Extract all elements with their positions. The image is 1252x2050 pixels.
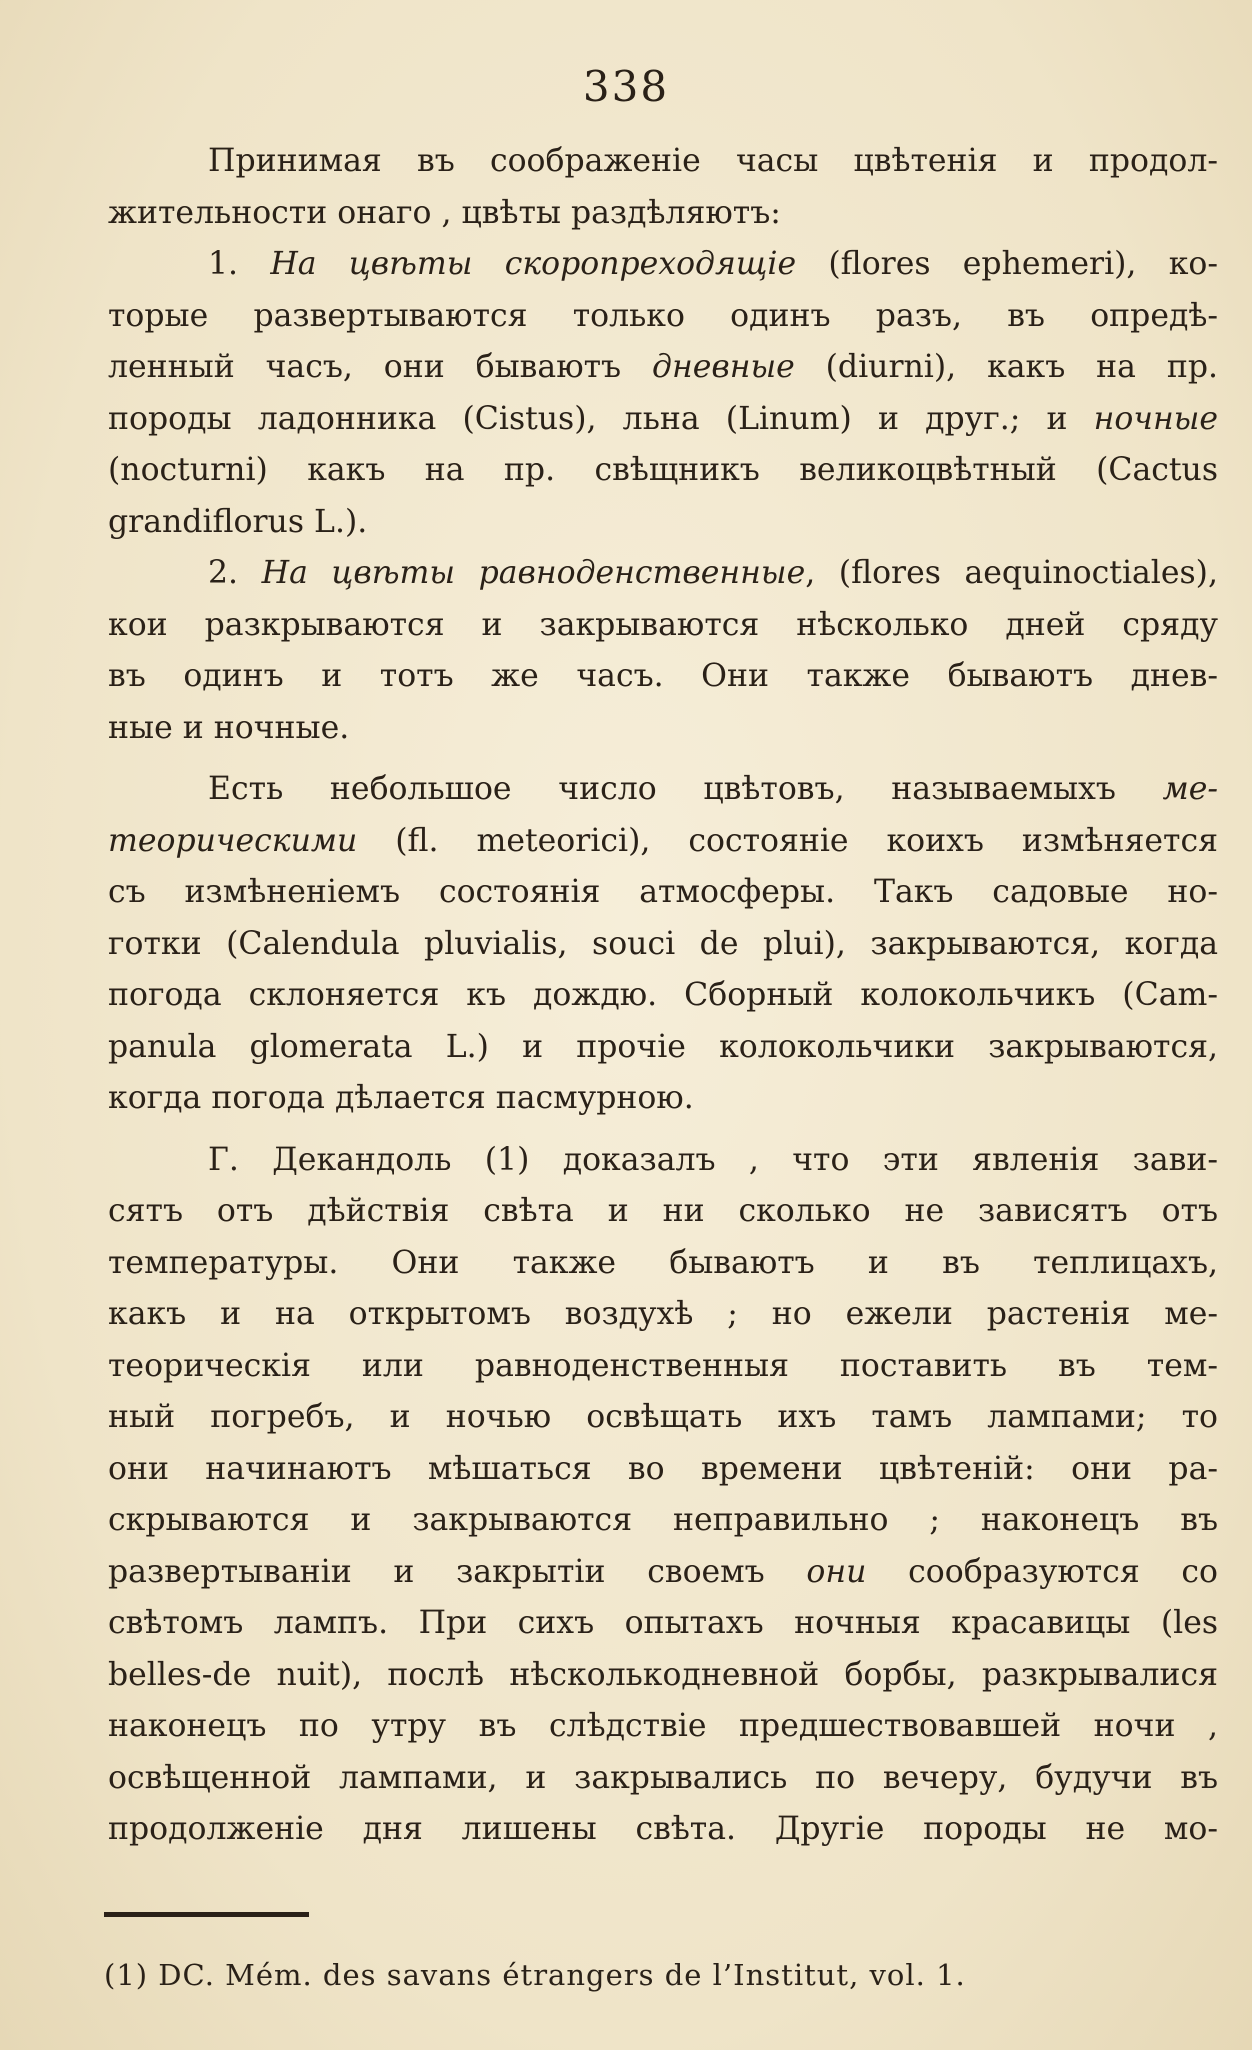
text-line xyxy=(108,1753,1218,1805)
text-run: наконецъ по утру въ слѣдствіе предшествовавшей ночи , xyxy=(108,1708,1218,1744)
text-line xyxy=(108,291,1218,343)
text-line xyxy=(108,970,1218,1022)
text-run: Принимая въ соображеніе часы цвѣтенія и продол- xyxy=(208,143,1218,179)
text-run: скрываются и закрываются неправильно ; наконецъ въ xyxy=(108,1502,1218,1538)
text-run: , (flores aequinoctiales), xyxy=(805,555,1218,591)
text-line xyxy=(108,1444,1218,1496)
text-run: освѣщенной лампами, и закрывались по вечеру, будучи въ xyxy=(108,1759,1218,1796)
text-run: торые развертываются только одинъ разъ, въ опредѣ- xyxy=(108,297,1218,334)
text-line xyxy=(108,1186,1218,1238)
text-run: готки (Calendula pluvialis, souci de plui), закрываются, когда xyxy=(108,925,1218,962)
text-run: ные и ночные. xyxy=(108,709,350,746)
italic-text: дневные xyxy=(652,349,795,385)
text-line xyxy=(108,1650,1218,1702)
body-text xyxy=(108,136,1218,1856)
text-run: теорическія или равноденственныя поставить въ тем- xyxy=(108,1347,1218,1384)
text-line xyxy=(108,867,1218,919)
text-line xyxy=(108,1495,1218,1547)
text-line xyxy=(108,1341,1218,1393)
text-line xyxy=(108,497,1218,549)
text-line xyxy=(108,188,1218,240)
text-run: свѣтомъ лампъ. При сихъ опытахъ ночныя красавицы (les xyxy=(108,1605,1218,1641)
text-run: сятъ отъ дѣйствія свѣта и ни сколько не зависятъ отъ xyxy=(108,1193,1218,1229)
paragraph-gap xyxy=(108,1125,1218,1135)
text-run: ленный часъ, они бываютъ xyxy=(108,349,652,385)
text-run: погода склоняется къ дождю. Сборный колокольчикъ (Cam- xyxy=(108,977,1218,1013)
text-run: (flores ephemeri), ко- xyxy=(796,246,1218,282)
text-line xyxy=(108,1073,1218,1125)
text-line xyxy=(108,919,1218,971)
text-line xyxy=(108,764,1218,816)
italic-text: На цвѣты скоропреходящіе xyxy=(270,246,797,282)
text-run: въ одинъ и тотъ же часъ. Они также бываютъ днев- xyxy=(108,658,1218,694)
text-run: сообразуются со xyxy=(866,1553,1218,1590)
text-line xyxy=(108,548,1218,600)
text-run: температуры. Они также бываютъ и въ теплицахъ, xyxy=(108,1244,1218,1281)
text-run: съ измѣненіемъ состоянія атмосферы. Такъ садовые но- xyxy=(108,874,1218,910)
italic-text: теорическими xyxy=(108,822,358,859)
text-run: Есть небольшое число цвѣтовъ, называемыхъ xyxy=(208,771,1163,807)
text-run: (nocturni) какъ на пр. свѣщникъ великоцвѣтный (Cactus xyxy=(108,452,1218,488)
paragraph-gap xyxy=(108,754,1218,764)
text-line xyxy=(108,651,1218,703)
text-run: (diurni), какъ на пр. xyxy=(794,349,1218,385)
text-line xyxy=(108,1547,1218,1599)
text-line xyxy=(108,1804,1218,1856)
italic-text: ночные xyxy=(1093,400,1218,437)
text-line xyxy=(108,1701,1218,1753)
text-run: когда погода дѣлается пасмурною. xyxy=(108,1080,694,1116)
text-run: ный погребъ, и ночью освѣщать ихъ тамъ лампами; то xyxy=(108,1399,1218,1435)
text-run: grandiflorus L.). xyxy=(108,503,368,540)
text-run: 2. xyxy=(208,555,262,591)
text-line xyxy=(108,342,1218,394)
text-line xyxy=(108,1392,1218,1444)
footnote: (1) DC. Mém. des savans étrangers de l’Institut, vol. 1. xyxy=(104,1958,966,1992)
text-run: (fl. meteorici), состояніе коихъ измѣняется xyxy=(357,822,1218,859)
text-line xyxy=(108,1289,1218,1341)
page-number: 338 xyxy=(582,62,670,111)
text-run: развертываніи и закрытіи своемъ xyxy=(108,1553,807,1590)
text-line xyxy=(108,136,1218,188)
italic-text: На цвѣты равноденственные xyxy=(261,555,806,591)
text-line xyxy=(108,1598,1218,1650)
text-run: panula glomerata L.) и прочіе колокольчики закрываются, xyxy=(108,1028,1218,1065)
text-run: они начинаютъ мѣшаться во времени цвѣтеній: они ра- xyxy=(108,1450,1218,1487)
text-line xyxy=(108,816,1218,868)
text-line xyxy=(108,394,1218,446)
text-line xyxy=(108,239,1218,291)
text-line xyxy=(108,703,1218,755)
text-run: кои разкрываются и закрываются нѣсколько дней сряду xyxy=(108,606,1218,643)
italic-text: они xyxy=(806,1553,867,1590)
text-line xyxy=(108,1022,1218,1074)
text-line xyxy=(108,1238,1218,1290)
text-run: породы ладонника (Cistus), льна (Linum) и друг.; и xyxy=(108,400,1094,437)
text-line xyxy=(108,445,1218,497)
text-run: 1. xyxy=(208,246,271,282)
footnote-rule xyxy=(104,1912,309,1917)
text-run: жительности онаго , цвѣты раздѣляютъ: xyxy=(108,194,781,231)
text-run: продолженіе дня лишены свѣта. Другіе породы не мо- xyxy=(108,1811,1218,1847)
text-run: какъ и на открытомъ воздухѣ ; но ежели растенія ме- xyxy=(108,1296,1218,1332)
text-line xyxy=(108,1135,1218,1187)
italic-text: ме- xyxy=(1162,771,1218,807)
text-run: belles-de nuit), послѣ нѣсколькодневной борбы, разкрывалися xyxy=(108,1656,1218,1693)
text-line xyxy=(108,600,1218,652)
text-run: Г. Декандоль (1) доказалъ , что эти явленія зави- xyxy=(208,1141,1218,1178)
